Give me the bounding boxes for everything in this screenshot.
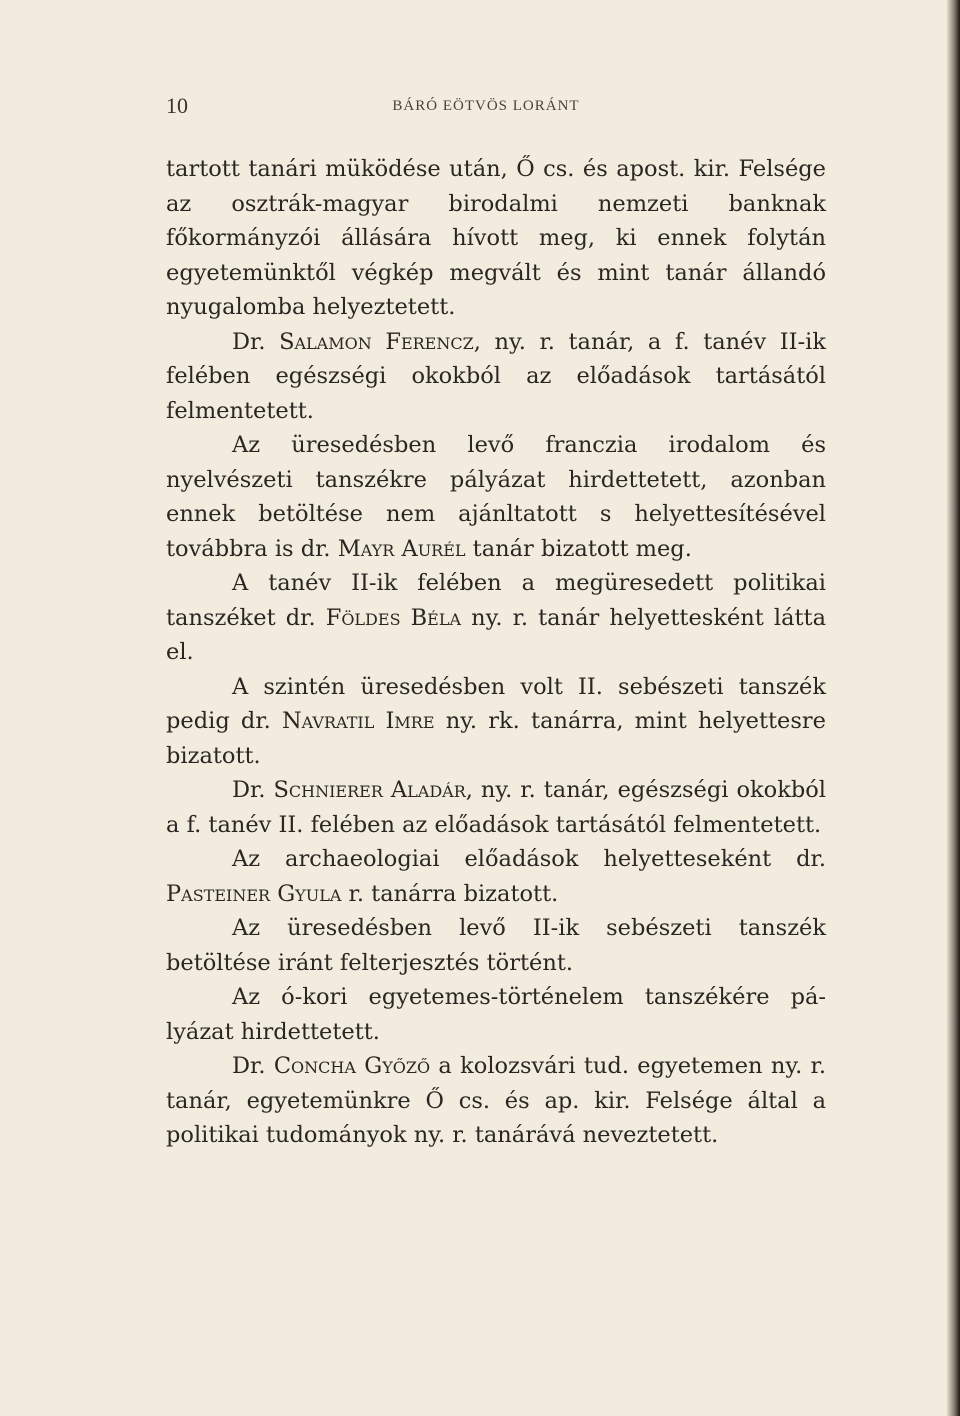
paragraph-text: Az üresedésben levő II-ik sebészeti tanszék betöltése iránt felterjesztés történt. xyxy=(166,915,826,976)
paragraph-text-post: , ny. r. tanár, a f. tanév II-ik felében egészségi okokból az előadások tartásától felmentetett. xyxy=(166,328,826,424)
body-text xyxy=(166,152,826,1153)
page-number: 10 xyxy=(166,93,188,118)
paragraph xyxy=(166,325,826,429)
paragraph-text-post: , ny. r. tanár, egészségi okokból a f. tanév II. felében az előadások tartásától felmentetett. xyxy=(166,777,826,838)
paragraph xyxy=(166,842,826,911)
paragraph xyxy=(166,911,826,980)
paragraph-text: Az ó-kori egyetemes-történelem tanszékére pályázat hirdettetett. xyxy=(166,984,826,1045)
person-name: Salamon Ferencz xyxy=(279,328,474,355)
paragraph-text-pre: Dr. xyxy=(232,1053,274,1079)
paragraph xyxy=(166,670,826,774)
paragraph-text-pre: Az üresedésben levő franczia irodalom és nyelvészeti tanszékre pályázat hirdettetett, azonban ennek betöltése nem ajánltatott s helyettesítésével továbbra is dr. xyxy=(166,432,826,562)
paragraph xyxy=(166,773,826,842)
paragraph xyxy=(166,980,826,1049)
paragraph-text: tartott tanári müködése után, Ő cs. és apost. kir. Felsége az osztrák-magyar birodalmi nemzeti banknak főkormányzói állására hívott meg, ki ennek folytán egyetemünktől végkép megvált és mint tanár állandó nyugalomba helyeztetett. xyxy=(166,156,826,320)
person-name: Schnierer Aladár xyxy=(273,777,466,803)
paragraph xyxy=(166,566,826,670)
paragraph-text-post: ny. rk. tanárra, mint helyettesre bizatott. xyxy=(166,708,826,769)
paragraph-text-pre: A tanév II-ik felében a megüresedett politikai tanszéket dr. xyxy=(166,570,826,631)
person-name: Földes Béla xyxy=(325,604,462,631)
paragraph xyxy=(166,152,826,325)
paragraph-text-post: ny. r. tanár helyettesként látta el. xyxy=(166,604,827,665)
person-name: Navratil Imre xyxy=(281,708,435,734)
page-edge-shadow xyxy=(946,0,960,1416)
paragraph xyxy=(166,428,826,566)
paragraph-text-pre: Dr. xyxy=(232,328,280,355)
paragraph-text-post: r. tanárra bizatott. xyxy=(341,880,559,907)
paragraph xyxy=(166,1049,826,1153)
running-head: BÁRÓ EÖTVÖS LORÁNT xyxy=(392,98,580,114)
person-name: Mayr Aurél xyxy=(337,535,466,562)
paragraph-text-pre: Dr. xyxy=(232,777,274,803)
person-name: Concha Győző xyxy=(273,1053,431,1079)
page-header xyxy=(166,93,826,123)
person-name: Pasteiner Gyula xyxy=(166,880,342,907)
paragraph-text-post: a kolozsvári tud. egyetemen ny. r. tanár, egyetemünkre Ő cs. és ap. kir. Felsége által a politikai tudományok ny. r. tanárává neveztetett. xyxy=(166,1053,826,1148)
paragraph-text-post: tanár bizatott meg. xyxy=(465,535,692,562)
paragraph-text-pre: Az archaeologiai előadások helyetteseként dr. xyxy=(232,846,826,872)
paragraph-text-pre: A szintén üresedésben volt II. sebészeti tanszék pedig dr. xyxy=(166,673,826,734)
